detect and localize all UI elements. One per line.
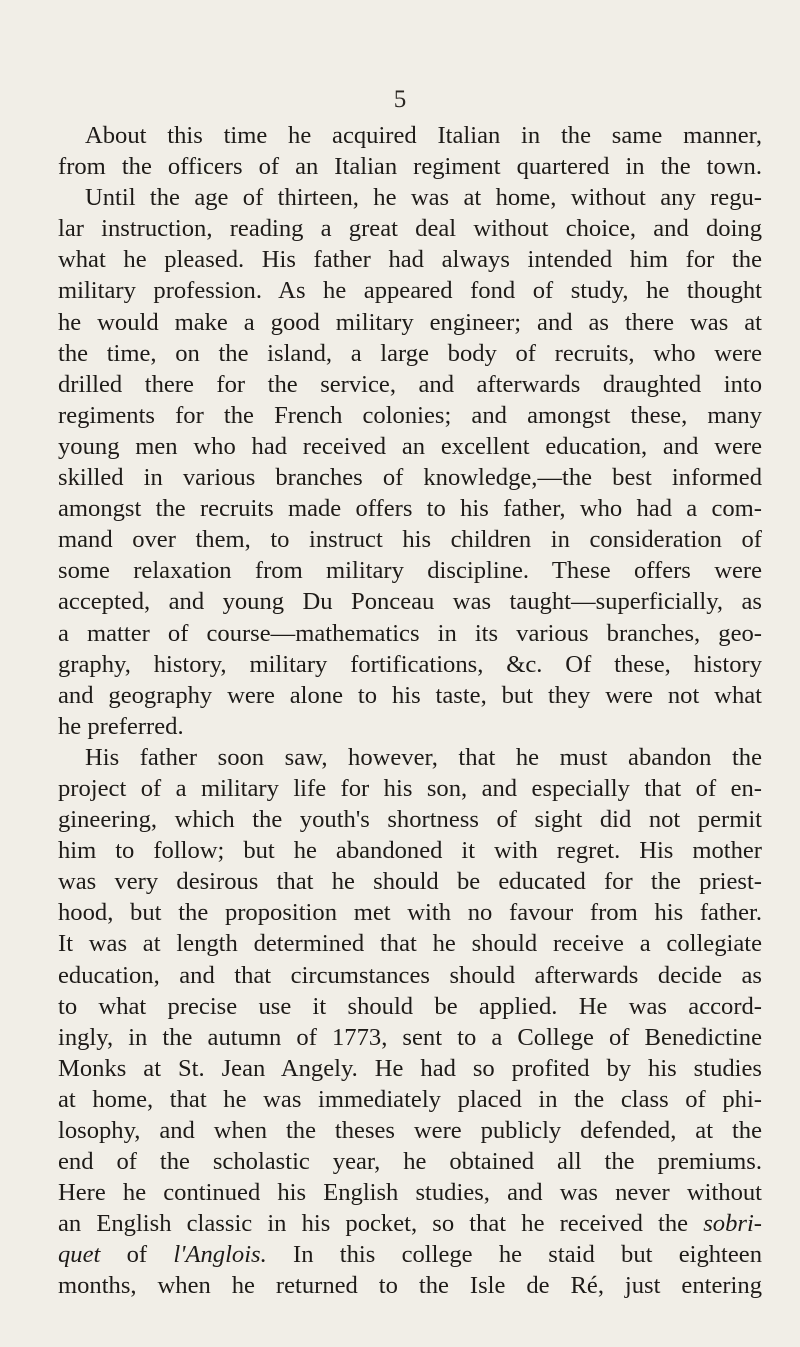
text-line: Here he continued his English studies, and was never without	[58, 1179, 762, 1207]
text-line: a matter of course—mathematics in its various branches, geo-	[58, 619, 762, 647]
text-line: he preferred.	[58, 712, 184, 740]
page-number: 5	[393, 86, 407, 113]
text-line: project of a military life for his son, and especially that of en-	[58, 774, 762, 802]
text-line: him to follow; but he abandoned it with regret. His mother	[58, 837, 762, 865]
text-line: His father soon saw, however, that he must abandon the	[85, 743, 762, 771]
text-line	[58, 1208, 762, 1239]
text-line: and geography were alone to his taste, but they were not what	[58, 681, 762, 709]
text-line: accepted, and young Du Ponceau was taught—superficially, as	[58, 588, 762, 616]
text-line: end of the scholastic year, he obtained all the premiums.	[58, 1148, 762, 1176]
text-line: Until the age of thirteen, he was at home, without any regu-	[85, 184, 762, 212]
text-line: ingly, in the autumn of 1773, sent to a College of Benedictine	[58, 1023, 762, 1051]
text-line: skilled in various branches of knowledge,—the best informed	[58, 464, 762, 492]
text-line: the time, on the island, a large body of recruits, who were	[58, 339, 762, 367]
text-line: drilled there for the service, and afterwards draughted into	[58, 370, 762, 398]
text-line: About this time he acquired Italian in the same manner,	[85, 122, 762, 149]
italic-word: quet	[58, 1241, 101, 1269]
text-line: from the officers of an Italian regiment quartered in the town.	[58, 153, 762, 181]
text-line: amongst the recruits made offers to his father, who had a com-	[58, 495, 762, 523]
text-line: months, when he returned to the Isle de Ré, just entering	[58, 1272, 762, 1300]
text-line: regiments for the French colonies; and amongst these, many	[58, 401, 762, 429]
text-run: an English classic in his pocket, so that he received the	[58, 1210, 689, 1238]
italic-word: sobri-	[703, 1210, 762, 1238]
text-line: some relaxation from military discipline. These offers were	[58, 557, 762, 585]
text-line: at home, that he was immediately placed in the class of phi-	[58, 1085, 762, 1113]
text-line: what he pleased. His father had always intended him for the	[58, 246, 762, 274]
text-line: It was at length determined that he should receive a collegiate	[58, 930, 762, 958]
text-line: to what precise use it should be applied. He was accord-	[58, 992, 762, 1020]
text-line: Monks at St. Jean Angely. He had so profited by his studies	[58, 1054, 762, 1082]
text-line: mand over them, to instruct his children in consideration of	[58, 526, 762, 554]
text-line: lar instruction, reading a great deal without choice, and doing	[58, 215, 762, 243]
text-line: gineering, which the youth's shortness of sight did not permit	[58, 806, 762, 834]
text-line: education, and that circumstances should afterwards decide as	[58, 961, 762, 989]
text-run: of	[126, 1241, 148, 1269]
text-line: young men who had received an excellent education, and were	[58, 432, 762, 460]
text-line	[58, 1239, 762, 1270]
text-line: graphy, history, military fortifications, &c. Of these, history	[58, 650, 762, 678]
italic-word: l'Anglois.	[173, 1241, 267, 1269]
text-line: losophy, and when the theses were publicly defended, at the	[58, 1117, 762, 1144]
text-line: hood, but the proposition met with no favour from his father.	[58, 899, 762, 927]
text-line: he would make a good military engineer; and as there was at	[58, 308, 762, 336]
text-line: military profession. As he appeared fond of study, he thought	[58, 277, 762, 305]
text-run: In this college he staid but eighteen	[293, 1241, 763, 1269]
text-line: was very desirous that he should be educated for the priest-	[58, 868, 762, 896]
body-text	[58, 120, 762, 1302]
